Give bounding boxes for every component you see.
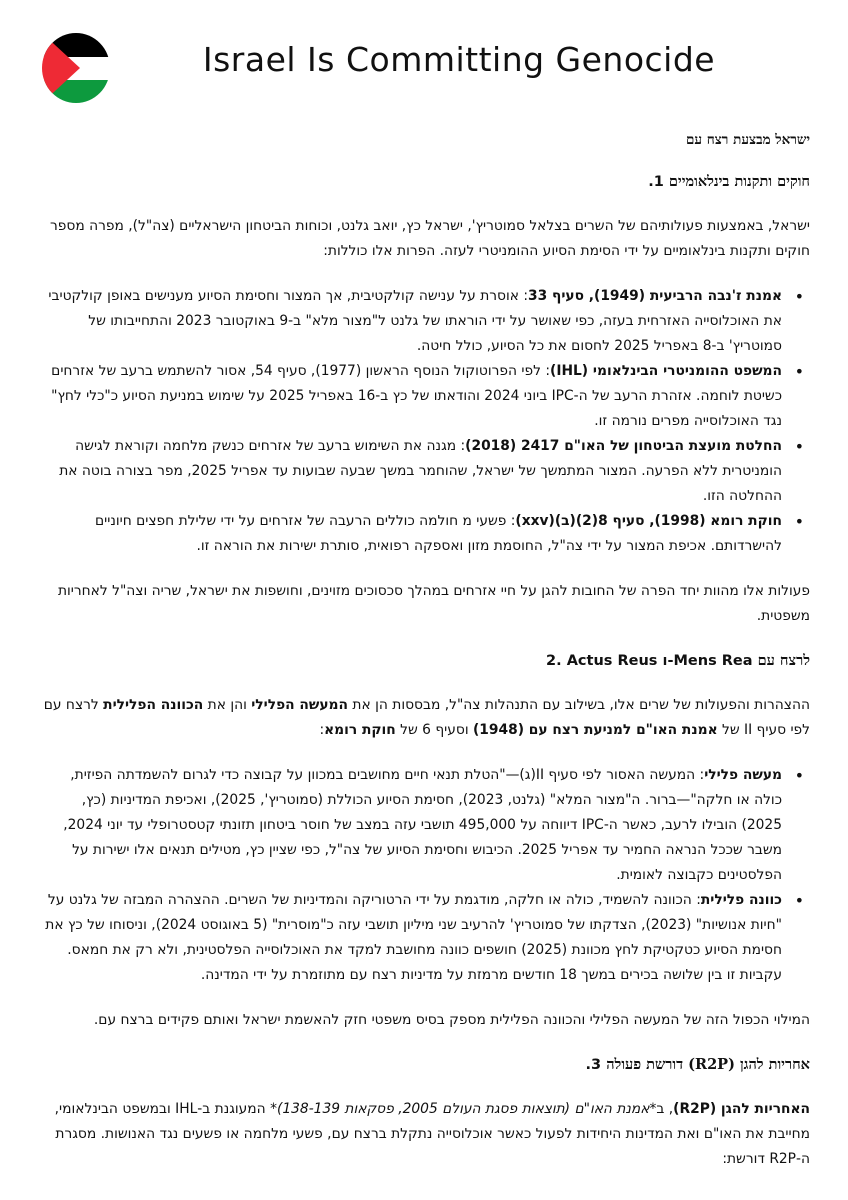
section-2-closing: המילוי הכפול הזה של המעשה הפלילי והכוונה הפלילית מספק בסיס משפטי חזק להאשמת ישראל ואותם פקידים ברצח עם. [93, 1012, 810, 1028]
section-3-number: 3. [585, 1057, 602, 1073]
and-connector: ו- [662, 653, 674, 669]
item-term: מעשה פלילי [704, 767, 782, 783]
section-1-intro: ישראל, באמצעות פעולותיהם של השרים בצלאל סמוטריץ', ישראל כץ, יואב גלנט, וכוחות הביטחון הישראליים (צה"ל), מפרה מספר חוקים ותקנות בינלאומיים על ידי הסימת הסיוע ההומניטרי לעזה. הפרות אלו כוללות: [49, 218, 810, 259]
section-1-heading [40, 170, 810, 194]
item-text: : פשעי מ חולמה כוללים הרעבה של אזרחים על ידי שלילת חפצים חיוניים להישרדותם. אכיפת המצור על ידי צה"ל, החוסמת מזון ואספקה רפואית, סותרת ישירות את הוראה זו. [95, 513, 782, 554]
item-text: : המעשה האסור לפי סעיף II(ג)—"הטלת תנאי חיים מחושבים במכוון על קבוצה כדי לגרום להשמדתה הפיזית, כולה או חלקה"—ברור. ה"מצור המלא" (גלנט, 2023), חסימת הסיוע הכוללת (סמוטריץ', 2025), ואכיפת המדיניות (כץ, 2025) הובילו לרעב, כאשר ה-IPC דיווחה על 495,000 תושבי עזה במצב של חוסר ביטחון תזונתי קטסטרופלי עד יוני 2024, משבר שככל הנראה החמיר עד אפריל 2025. הכיבוש וחסימת הסיוע של צה"ל, כפי שציין כץ, מטילים תנאים אלו ישירות על הפלסטינים כקבוצה לאומית. [63, 767, 782, 883]
intro-text: , ב [656, 1101, 674, 1117]
section-2-title-latin [546, 653, 753, 669]
item-term: חוקת רומא (1998), סעיף 8(2)(ב)(xxv) [515, 513, 782, 529]
intro-term: הכוונה הפלילית [103, 697, 204, 713]
intro-text: : [319, 722, 325, 738]
intro-term: האחריות להגן (R2P) [673, 1101, 810, 1117]
section-1-number: 1. [648, 174, 664, 190]
section-1-violations-list [40, 284, 810, 559]
section-1-closing: פעולות אלו מהוות יחד הפרה של החובות להגן על חיי אזרחים במהלך סכסוכים מזוינים, וחושפות את ישראל, שריה וצה"ל לאחריות משפטית. [57, 583, 810, 624]
item-text: : לפי הפרוטוקול הנוסף הראשון (1977), סעיף 54, אסור להשתמש ברעב של אזרחים כשיטת לוחמה. אזהרת הרעב של ה-IPC ביוני 2024 והודאתו של כץ ב-16 באפריל 2025 על שימוש במניעת הסיוע כ"כלי לחץ" נגד האוכלוסייה מפרים נורמה זו. [51, 363, 782, 429]
section-3-title: אחריות להגן (R2P) דורשת פעולה [606, 1056, 810, 1073]
item-term: אמנת ז'נבה הרביעית (1949), סעיף 33 [528, 288, 782, 304]
intro-text: והן את [203, 697, 252, 713]
actus-reus-label: Actus Reus [566, 653, 658, 669]
item-term: המשפט ההומניטרי הבינלאומי (IHL) [550, 363, 782, 379]
item-term: החלטת מועצת הביטחון של האו"ם 2417 (2018) [465, 438, 782, 454]
list-item [40, 434, 782, 509]
document-header [0, 0, 848, 120]
item-text: : אוסרת על ענישה קולקטיבית, אך המצור וחסימת הסיוע מענישים באופן קולקטיבי את האוכלוסייה האזרחית בעזה, כפי שאושר על ידי הוראתו של גלנט ל"מצור מלא" ב-9 באוקטובר 2023 והתחייבותו של סמוטריץ' ב-8 באפריל 2025 לחסום את כל הסיוע, כולל חיטה. [48, 288, 782, 354]
section-3-heading [40, 1053, 810, 1077]
section-2-heading [40, 649, 810, 673]
intro-text: ההצהרות והפעולות של שרים אלו, בשילוב עם התנהלות צה"ל, מבססות הן את [348, 697, 810, 713]
item-term: כוונה פלילית [700, 892, 782, 908]
section-2-title-hebrew: לרצח עם [757, 652, 810, 669]
section-2-intro [40, 693, 810, 743]
section-3-intro [40, 1097, 810, 1172]
document-subtitle: ישראל מבצעת רצח עם [685, 132, 810, 148]
list-item [40, 888, 782, 988]
section-2-elements-list [40, 763, 810, 988]
item-text: : הכוונה להשמיד, כולה או חלקה, מודגמת על ידי הרטוריקה והמדיניות של השרים. ההצהרה המבזה של גלנט על "חיות אנושיות" (2023), הצדקתו של סמוטריץ' להרעיב שני מיליון תושבי עזה כ"מוסרית" (5 באוגוסט 2024), וניסוחו של כץ את חסימת הסיוע כטקטיקת לחץ מכוונת (2025) חושפים כוונה מחושבת למקד את האוכלוסייה הפלסטינית, ולא רק את חמאס. עקביות זו בין שלושה בכירים במשך 18 חודשים מרמזת על מדיניות רצח עם מתוזמרת על ידי המדינה. [45, 892, 782, 983]
list-item [40, 359, 782, 434]
intro-citation: *אמנת האו"ם (תוצאות פסגת העולם 2005, פסקאות 138-139)* [270, 1101, 657, 1117]
mens-rea-label: Mens Rea [673, 653, 753, 669]
section-2-number: 2. [546, 653, 562, 669]
section-1-title: חוקים ותקנות בינלאומיים [668, 173, 810, 190]
intro-text: וסעיף 6 של [395, 722, 473, 738]
intro-text: לרצח עם לפי סעיף II של [43, 697, 810, 738]
intro-text: המעוגנת ב-IHL ובמשפט הבינלאומי, מחייבת את האו"ם ואת המדינות היחידות לפעול כאשר אוכלוסייה נתקלת ברצח עם, פשעי מלחמה או פשעים נגד האנושות. מסגרת ה-R2P דורשת: [54, 1101, 810, 1167]
intro-term: אמנת האו"ם למניעת רצח עם (1948) [472, 722, 718, 738]
intro-term: המעשה הפלילי [251, 697, 349, 713]
list-item [40, 763, 782, 888]
document-body [40, 122, 810, 1192]
document-title: Israel Is Committing Genocide [202, 40, 716, 79]
intro-term: חוקת רומא [324, 722, 396, 738]
list-item [40, 509, 782, 559]
item-text: : מגנה את השימוש ברעב של אזרחים כנשק מלחמה וקוראת לגישה הומניטרית ללא הפרעה. המצור המתמשך של ישראל, שהוחמר במשך שבעה שבועות עד אפריל 2025, מפר בצורה בוטה את ההחלטה הזו. [59, 438, 782, 504]
list-item [40, 284, 782, 359]
